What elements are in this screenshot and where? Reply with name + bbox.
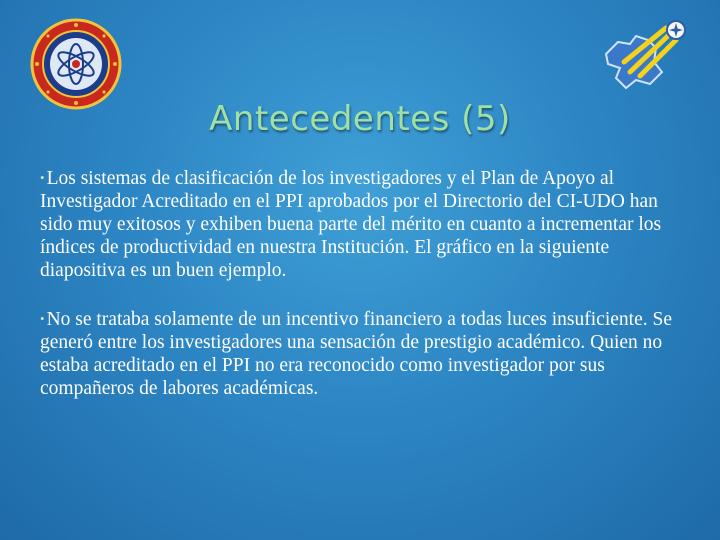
slide-title: Antecedentes (5)	[209, 98, 511, 139]
bullet-paragraph	[40, 166, 680, 282]
university-seal-icon	[30, 18, 122, 110]
bullet-icon: •	[40, 170, 45, 185]
paragraph-text: Los sistemas de clasificación de los investigadores y el Plan de Apoyo al Investigador Acreditado en el PPI aprobados por el Directorio del CI-UDO han sido muy exitosos y exhiben buena parte del mérito en cuanto a incrementar los índices de productividad en nuestra Institución. El gráfico en la siguiente diapositiva es un buen ejemplo.	[40, 168, 662, 281]
map-emblem-icon	[596, 14, 696, 96]
slide-body	[40, 166, 680, 400]
bullet-paragraph	[40, 307, 680, 400]
paragraph-text: No se trataba solamente de un incentivo financiero a todas luces insuficiente. Se generó entre los investigadores una sensación de prestigio académico. Quien no estaba acreditado en el PPI no era reconocido como investigador por sus compañeros de labores académicas.	[40, 309, 672, 399]
bullet-icon: •	[40, 311, 45, 326]
